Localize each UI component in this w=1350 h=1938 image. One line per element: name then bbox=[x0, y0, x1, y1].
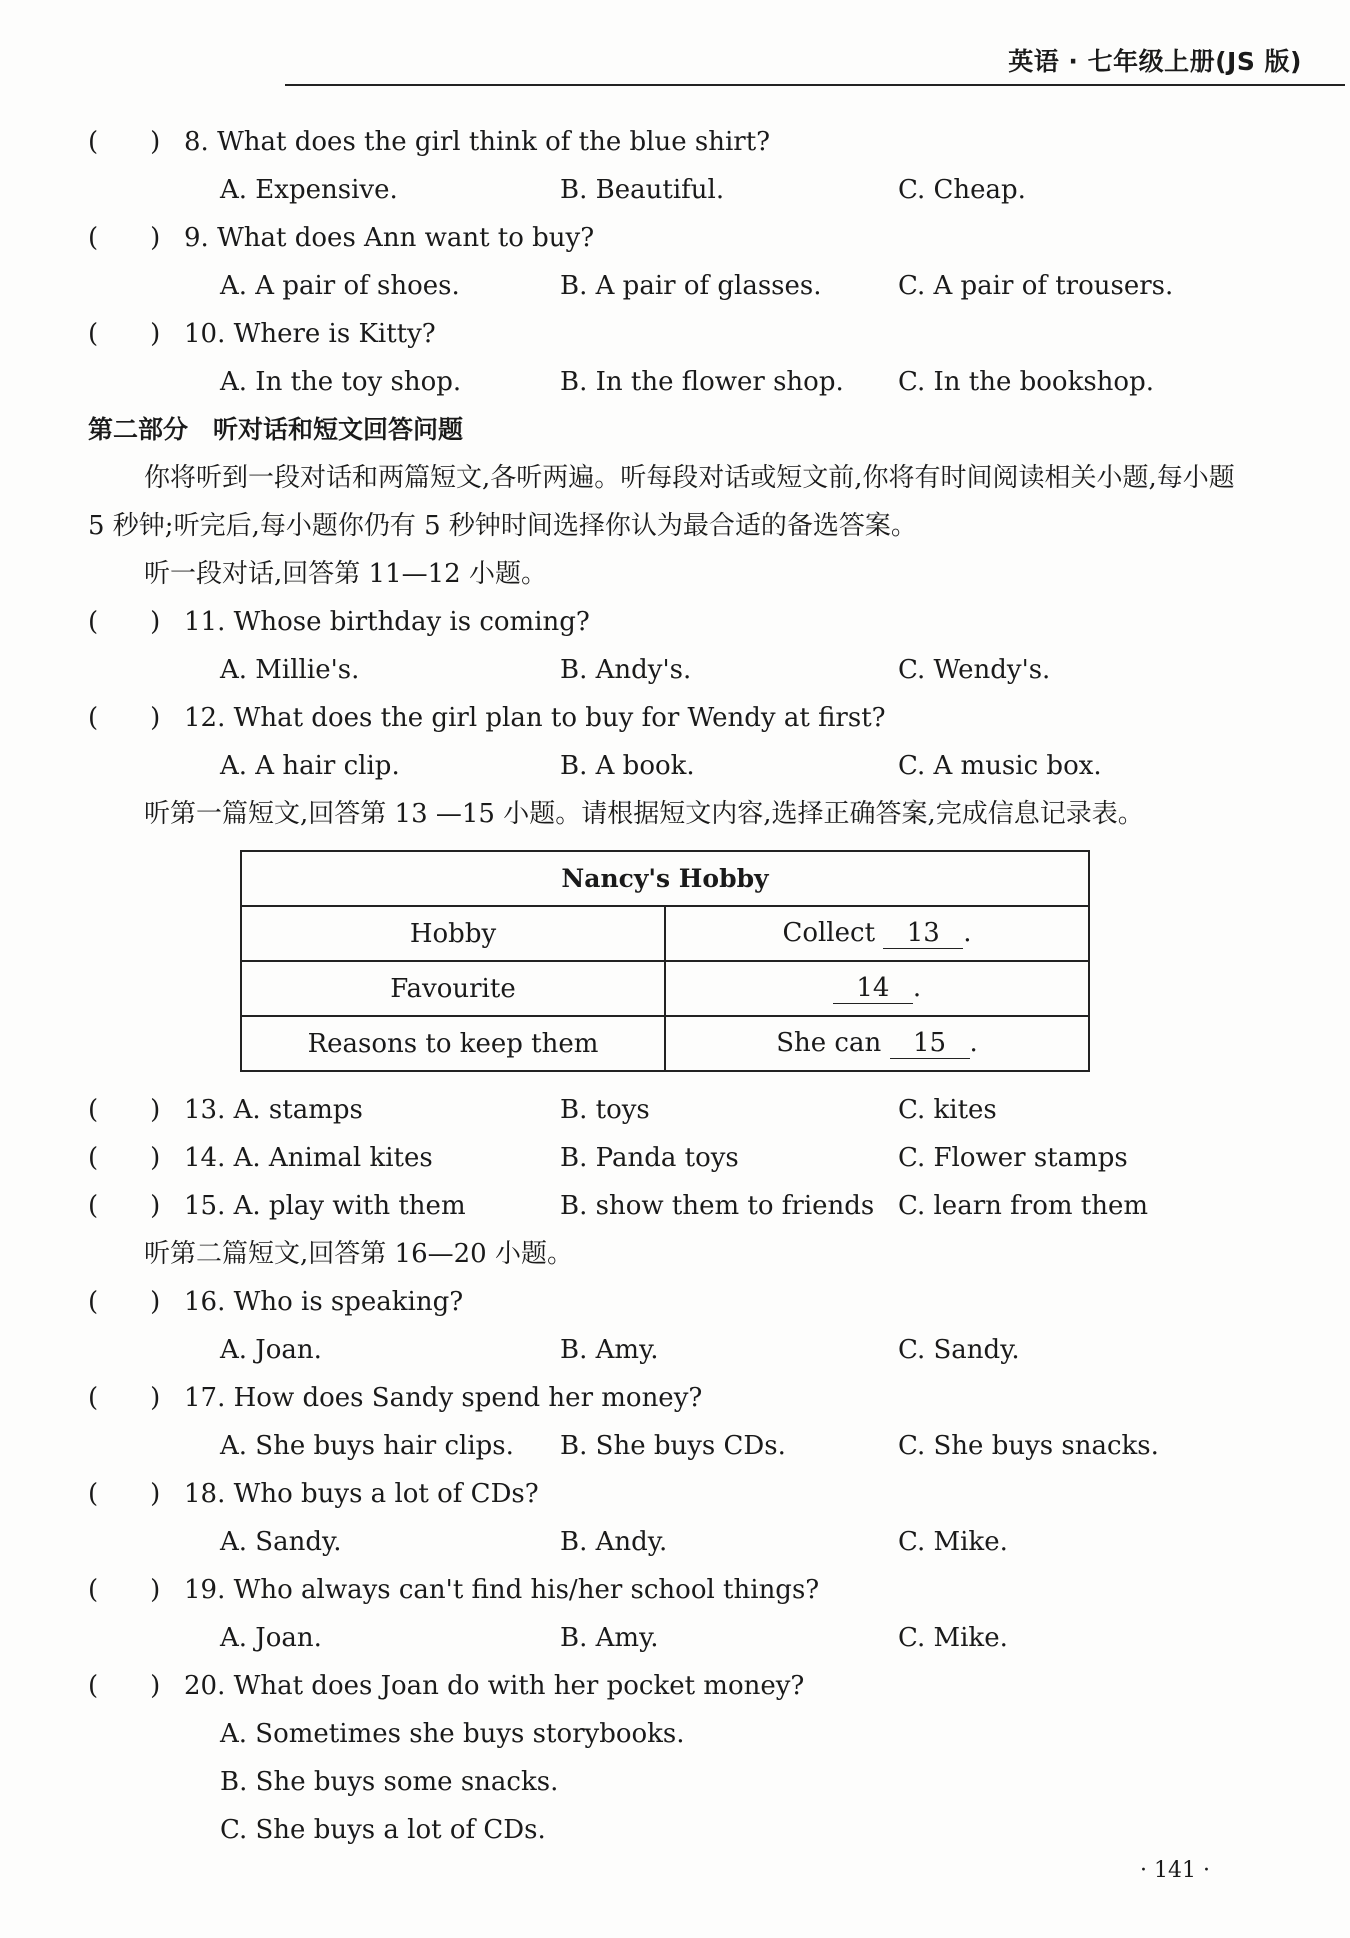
section-title: 第二部分 听对话和短文回答问题 bbox=[88, 415, 464, 444]
option-a: A. Joan. bbox=[220, 1623, 322, 1653]
option-c: C. In the bookshop. bbox=[898, 367, 1154, 397]
answer-blank[interactable]: ( ) bbox=[88, 1143, 161, 1173]
option-a: A. In the toy shop. bbox=[220, 367, 462, 397]
question-text: 13. A. stamps bbox=[184, 1095, 363, 1125]
instruction-dialog: 听一段对话,回答第 11—12 小题。 bbox=[144, 559, 547, 589]
option-c: C. Sandy. bbox=[898, 1335, 1020, 1365]
option-c: C. She buys a lot of CDs. bbox=[220, 1815, 546, 1845]
question-text: 16. Who is speaking? bbox=[184, 1287, 464, 1317]
page-number: · 141 · bbox=[1140, 1858, 1210, 1883]
option-20-b bbox=[88, 1758, 1268, 1806]
table-value bbox=[665, 906, 1089, 961]
option-b: B. toys bbox=[560, 1095, 650, 1125]
options-19 bbox=[88, 1614, 1268, 1662]
instruction-passage-1: 听第一篇短文,回答第 13 —15 小题。请根据短文内容,选择正确答案,完成信息记录表。 bbox=[144, 799, 1144, 829]
table-label: Hobby bbox=[241, 906, 665, 961]
question-text: 11. Whose birthday is coming? bbox=[184, 607, 590, 637]
question-20 bbox=[88, 1662, 1268, 1710]
question-text: 20. What does Joan do with her pocket money? bbox=[184, 1671, 805, 1701]
option-c: C. A pair of trousers. bbox=[898, 271, 1174, 301]
options-10 bbox=[88, 358, 1268, 406]
option-a: A. Expensive. bbox=[220, 175, 398, 205]
option-a: A. Sandy. bbox=[220, 1527, 342, 1557]
option-a: A. Joan. bbox=[220, 1335, 322, 1365]
question-16 bbox=[88, 1278, 1268, 1326]
table-label: Favourite bbox=[241, 961, 665, 1016]
option-a: A. A pair of shoes. bbox=[220, 271, 460, 301]
answer-blank[interactable]: ( ) bbox=[88, 1095, 161, 1125]
answer-blank[interactable]: ( ) bbox=[88, 1671, 161, 1701]
question-9 bbox=[88, 214, 1268, 262]
option-b: B. A pair of glasses. bbox=[560, 271, 822, 301]
options-8 bbox=[88, 166, 1268, 214]
question-text: 12. What does the girl plan to buy for Wendy at first? bbox=[184, 703, 886, 733]
option-a: A. A hair clip. bbox=[220, 751, 400, 781]
header-title: 英语 · 七年级上册(JS 版) bbox=[1008, 47, 1302, 76]
page-content bbox=[88, 118, 1268, 1854]
table-label: Reasons to keep them bbox=[241, 1016, 665, 1071]
question-13 bbox=[88, 1086, 1268, 1134]
table-row bbox=[241, 1016, 1089, 1071]
options-12 bbox=[88, 742, 1268, 790]
header-rule bbox=[285, 84, 1345, 86]
options-18 bbox=[88, 1518, 1268, 1566]
option-b: B. Andy. bbox=[560, 1527, 668, 1557]
fill-blank[interactable]: 15 bbox=[890, 1028, 970, 1059]
question-text: 15. A. play with them bbox=[184, 1191, 466, 1221]
answer-blank[interactable]: ( ) bbox=[88, 607, 161, 637]
options-11 bbox=[88, 646, 1268, 694]
option-c: C. Mike. bbox=[898, 1623, 1008, 1653]
option-b: B. She buys some snacks. bbox=[220, 1767, 559, 1797]
question-14 bbox=[88, 1134, 1268, 1182]
options-16 bbox=[88, 1326, 1268, 1374]
fill-blank[interactable]: 13 bbox=[883, 918, 963, 949]
answer-blank[interactable]: ( ) bbox=[88, 1575, 161, 1605]
answer-blank[interactable]: ( ) bbox=[88, 703, 161, 733]
value-suffix: . bbox=[969, 1028, 978, 1058]
option-b: B. Andy's. bbox=[560, 655, 692, 685]
option-b: B. show them to friends bbox=[560, 1191, 875, 1221]
options-17 bbox=[88, 1422, 1268, 1470]
question-text: 9. What does Ann want to buy? bbox=[184, 223, 595, 253]
option-c: C. learn from them bbox=[898, 1191, 1148, 1221]
option-c: C. She buys snacks. bbox=[898, 1431, 1159, 1461]
value-prefix: She can bbox=[776, 1028, 882, 1058]
value-suffix: . bbox=[963, 918, 972, 948]
question-text: 18. Who buys a lot of CDs? bbox=[184, 1479, 539, 1509]
option-20-c bbox=[88, 1806, 1268, 1854]
answer-blank[interactable]: ( ) bbox=[88, 1287, 161, 1317]
question-19 bbox=[88, 1566, 1268, 1614]
question-text: 17. How does Sandy spend her money? bbox=[184, 1383, 703, 1413]
option-a: A. She buys hair clips. bbox=[220, 1431, 514, 1461]
table-value bbox=[665, 961, 1089, 1016]
answer-blank[interactable]: ( ) bbox=[88, 319, 161, 349]
question-15 bbox=[88, 1182, 1268, 1230]
question-text: 8. What does the girl think of the blue shirt? bbox=[184, 127, 771, 157]
question-8 bbox=[88, 118, 1268, 166]
table-row bbox=[241, 961, 1089, 1016]
fill-blank[interactable]: 14 bbox=[833, 973, 913, 1004]
option-c: C. A music box. bbox=[898, 751, 1102, 781]
option-c: C. Cheap. bbox=[898, 175, 1026, 205]
question-text: 19. Who always can't find his/her school things? bbox=[184, 1575, 820, 1605]
question-12 bbox=[88, 694, 1268, 742]
table-title: Nancy's Hobby bbox=[241, 851, 1089, 906]
answer-blank[interactable]: ( ) bbox=[88, 223, 161, 253]
option-b: B. She buys CDs. bbox=[560, 1431, 786, 1461]
section-intro: 你将听到一段对话和两篇短文,各听两遍。听每段对话或短文前,你将有时间阅读相关小题,每小题 5 秒钟;听完后,每小题你仍有 5 秒钟时间选择你认为最合适的备选答案。 bbox=[88, 463, 1235, 541]
options-9 bbox=[88, 262, 1268, 310]
option-b: B. In the flower shop. bbox=[560, 367, 844, 397]
option-b: B. Panda toys bbox=[560, 1143, 739, 1173]
table-row bbox=[241, 906, 1089, 961]
question-text: 14. A. Animal kites bbox=[184, 1143, 433, 1173]
option-c: C. Wendy's. bbox=[898, 655, 1051, 685]
question-18 bbox=[88, 1470, 1268, 1518]
value-suffix: . bbox=[912, 973, 922, 1003]
answer-blank[interactable]: ( ) bbox=[88, 1383, 161, 1413]
question-11 bbox=[88, 598, 1268, 646]
option-b: B. Amy. bbox=[560, 1335, 659, 1365]
option-b: B. A book. bbox=[560, 751, 695, 781]
option-a: A. Sometimes she buys storybooks. bbox=[220, 1719, 685, 1749]
option-c: C. Flower stamps bbox=[898, 1143, 1128, 1173]
option-c: C. kites bbox=[898, 1095, 997, 1125]
option-20-a bbox=[88, 1710, 1268, 1758]
question-text: 10. Where is Kitty? bbox=[184, 319, 436, 349]
info-table bbox=[240, 850, 1090, 1072]
option-c: C. Mike. bbox=[898, 1527, 1008, 1557]
question-17 bbox=[88, 1374, 1268, 1422]
question-10 bbox=[88, 310, 1268, 358]
answer-blank[interactable]: ( ) bbox=[88, 1191, 161, 1221]
answer-blank[interactable]: ( ) bbox=[88, 1479, 161, 1509]
value-prefix: Collect bbox=[782, 918, 876, 948]
instruction-passage-2: 听第二篇短文,回答第 16—20 小题。 bbox=[144, 1239, 573, 1269]
table-value bbox=[665, 1016, 1089, 1071]
option-b: B. Amy. bbox=[560, 1623, 659, 1653]
option-a: A. Millie's. bbox=[220, 655, 360, 685]
option-b: B. Beautiful. bbox=[560, 175, 725, 205]
answer-blank[interactable]: ( ) bbox=[88, 127, 161, 157]
